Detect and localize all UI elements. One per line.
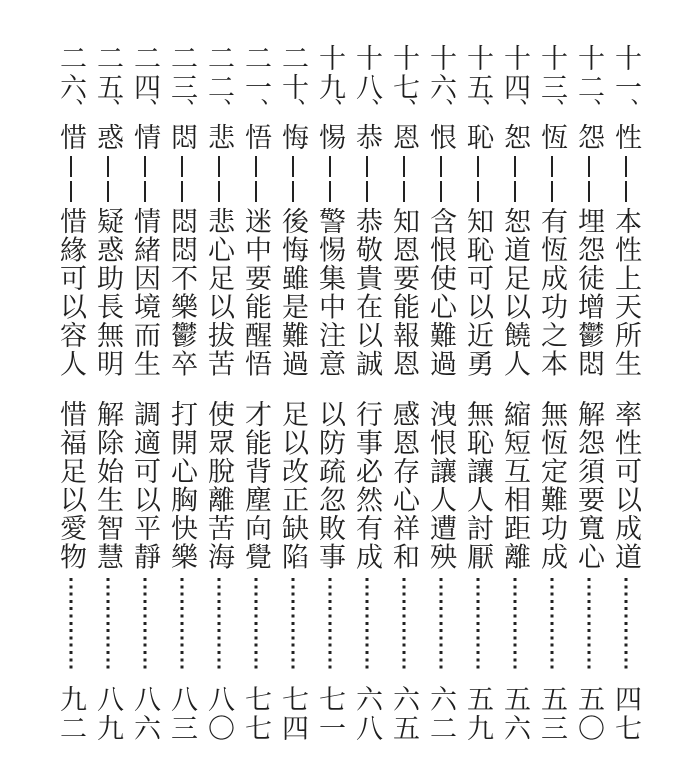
ideographic-comma: 、 (613, 98, 639, 123)
dash-line (403, 156, 405, 202)
dash-line (551, 156, 553, 202)
ideographic-comma: 、 (428, 98, 454, 123)
leader-dots (365, 578, 368, 673)
entry-line1: 含恨使心難過 (426, 207, 456, 378)
dash-line (70, 156, 72, 202)
toc-entry (237, 0, 274, 763)
entry-number: 二三 (167, 44, 197, 102)
leader-dots (180, 578, 183, 673)
entry-head-character: 惑 (93, 123, 123, 152)
entry-head-character: 悶 (167, 123, 197, 152)
entry-head-character: 情 (130, 123, 160, 152)
entry-number: 十八 (352, 44, 382, 102)
toc-columns (52, 0, 644, 763)
entry-line1: 恭敬貴在以誠 (352, 207, 382, 378)
entry-line2: 洩恨讓人遭殃 (426, 400, 456, 571)
entry-head-character: 悲 (204, 123, 234, 152)
entry-line1: 埋怨徒增鬱悶 (574, 207, 604, 378)
leader-dots (291, 578, 294, 673)
entry-line2: 行事必然有成 (352, 400, 382, 571)
entry-line1: 疑惑助長無明 (93, 207, 123, 378)
ideographic-comma: 、 (317, 98, 343, 123)
dash-line (144, 156, 146, 202)
entry-head-character: 悔 (278, 123, 308, 152)
entry-page-number: 八〇 (204, 685, 234, 743)
ideographic-comma: 、 (465, 98, 491, 123)
entry-page-number: 七一 (315, 685, 345, 743)
ideographic-comma: 、 (502, 98, 528, 123)
entry-number: 二五 (93, 44, 123, 102)
ideographic-comma: 、 (280, 98, 306, 123)
entry-head-character: 恨 (426, 123, 456, 152)
toc-entry (89, 0, 126, 763)
entry-line2: 無恆定難功成 (537, 400, 567, 571)
leader-dots (143, 578, 146, 673)
dash-line (625, 156, 627, 202)
toc-entry (126, 0, 163, 763)
leader-dots (402, 578, 405, 673)
ideographic-comma: 、 (95, 98, 121, 123)
entry-line2: 解除始生智慧 (93, 400, 123, 571)
dash-line (218, 156, 220, 202)
toc-entry (422, 0, 459, 763)
entry-head-character: 恩 (389, 123, 419, 152)
entry-line1: 恕道足以饒人 (500, 207, 530, 378)
entry-number: 十二 (574, 44, 604, 102)
entry-page-number: 六二 (426, 685, 456, 743)
entry-line1: 知恩要能報恩 (389, 207, 419, 378)
leader-dots (254, 578, 257, 673)
toc-entry (533, 0, 570, 763)
entry-number: 十一 (611, 44, 641, 102)
entry-head-character: 恭 (352, 123, 382, 152)
entry-line2: 縮短互相距離 (500, 400, 530, 571)
dash-line (366, 156, 368, 202)
entry-head-character: 性 (611, 123, 641, 152)
entry-line1: 本性上天所生 (611, 207, 641, 378)
entry-page-number: 八三 (167, 685, 197, 743)
toc-entry (607, 0, 644, 763)
dash-line (477, 156, 479, 202)
entry-line1: 有恆成功之本 (537, 207, 567, 378)
dash-line (181, 156, 183, 202)
entry-line2: 調適可以平靜 (130, 400, 160, 571)
entry-number: 二二 (204, 44, 234, 102)
entry-line1: 惜緣可以容人 (56, 207, 86, 378)
entry-number: 二十 (278, 44, 308, 102)
entry-line2: 無恥讓人討厭 (463, 400, 493, 571)
toc-entry (459, 0, 496, 763)
entry-page-number: 八九 (93, 685, 123, 743)
toc-entry (348, 0, 385, 763)
ideographic-comma: 、 (391, 98, 417, 123)
entry-line2: 才能背塵向覺 (241, 400, 271, 571)
entry-head-character: 悟 (241, 123, 271, 152)
entry-line2: 使眾脫離苦海 (204, 400, 234, 571)
leader-dots (476, 578, 479, 673)
entry-line1: 悶悶不樂鬱卒 (167, 207, 197, 378)
entry-head-character: 怨 (574, 123, 604, 152)
entry-page-number: 五九 (463, 685, 493, 743)
entry-line2: 打開心胸快樂 (167, 400, 197, 571)
entry-head-character: 恥 (463, 123, 493, 152)
entry-page-number: 六五 (389, 685, 419, 743)
dash-line (292, 156, 294, 202)
ideographic-comma: 、 (576, 98, 602, 123)
ideographic-comma: 、 (354, 98, 380, 123)
ideographic-comma: 、 (539, 98, 565, 123)
entry-page-number: 七四 (278, 685, 308, 743)
entry-page-number: 七七 (241, 685, 271, 743)
entry-page-number: 五三 (537, 685, 567, 743)
entry-line2: 率性可以成道 (611, 400, 641, 571)
entry-line1: 悲心足以拔苦 (204, 207, 234, 378)
entry-line1: 知恥可以近勇 (463, 207, 493, 378)
entry-line2: 解怨須要寬心 (574, 400, 604, 571)
leader-dots (217, 578, 220, 673)
entry-line1: 情緒因境而生 (130, 207, 160, 378)
leader-dots (439, 578, 442, 673)
leader-dots (328, 578, 331, 673)
entry-page-number: 五六 (500, 685, 530, 743)
dash-line (588, 156, 590, 202)
entry-number: 二一 (241, 44, 271, 102)
entry-page-number: 八六 (130, 685, 160, 743)
leader-dots (106, 578, 109, 673)
ideographic-comma: 、 (58, 98, 84, 123)
dash-line (107, 156, 109, 202)
leader-dots (513, 578, 516, 673)
dash-line (514, 156, 516, 202)
toc-entry (385, 0, 422, 763)
entry-number: 十三 (537, 44, 567, 102)
ideographic-comma: 、 (206, 98, 232, 123)
entry-number: 十七 (389, 44, 419, 102)
toc-entry (163, 0, 200, 763)
toc-entry (496, 0, 533, 763)
dash-line (440, 156, 442, 202)
entry-page-number: 六八 (352, 685, 382, 743)
entry-head-character: 惕 (315, 123, 345, 152)
entry-number: 十五 (463, 44, 493, 102)
entry-number: 十四 (500, 44, 530, 102)
entry-line1: 迷中要能醒悟 (241, 207, 271, 378)
ideographic-comma: 、 (243, 98, 269, 123)
leader-dots (550, 578, 553, 673)
dash-line (329, 156, 331, 202)
entry-line1: 警惕集中注意 (315, 207, 345, 378)
toc-entry (200, 0, 237, 763)
dash-line (255, 156, 257, 202)
entry-number: 二四 (130, 44, 160, 102)
entry-head-character: 恆 (537, 123, 567, 152)
ideographic-comma: 、 (169, 98, 195, 123)
entry-line2: 惜福足以愛物 (56, 400, 86, 571)
toc-entry (274, 0, 311, 763)
entry-line2: 感恩存心祥和 (389, 400, 419, 571)
entry-number: 二六 (56, 44, 86, 102)
entry-page-number: 九二 (56, 685, 86, 743)
toc-entry (570, 0, 607, 763)
entry-page-number: 四七 (611, 685, 641, 743)
leader-dots (587, 578, 590, 673)
leader-dots (69, 578, 72, 673)
entry-line1: 後悔雖是難過 (278, 207, 308, 378)
entry-line2: 以防疏忽敗事 (315, 400, 345, 571)
ideographic-comma: 、 (132, 98, 158, 123)
entry-number: 十六 (426, 44, 456, 102)
entry-head-character: 恕 (500, 123, 530, 152)
toc-entry (52, 0, 89, 763)
entry-number: 十九 (315, 44, 345, 102)
leader-dots (624, 578, 627, 673)
toc-entry (311, 0, 348, 763)
entry-page-number: 五〇 (574, 685, 604, 743)
entry-line2: 足以改正缺陷 (278, 400, 308, 571)
entry-head-character: 惜 (56, 123, 86, 152)
